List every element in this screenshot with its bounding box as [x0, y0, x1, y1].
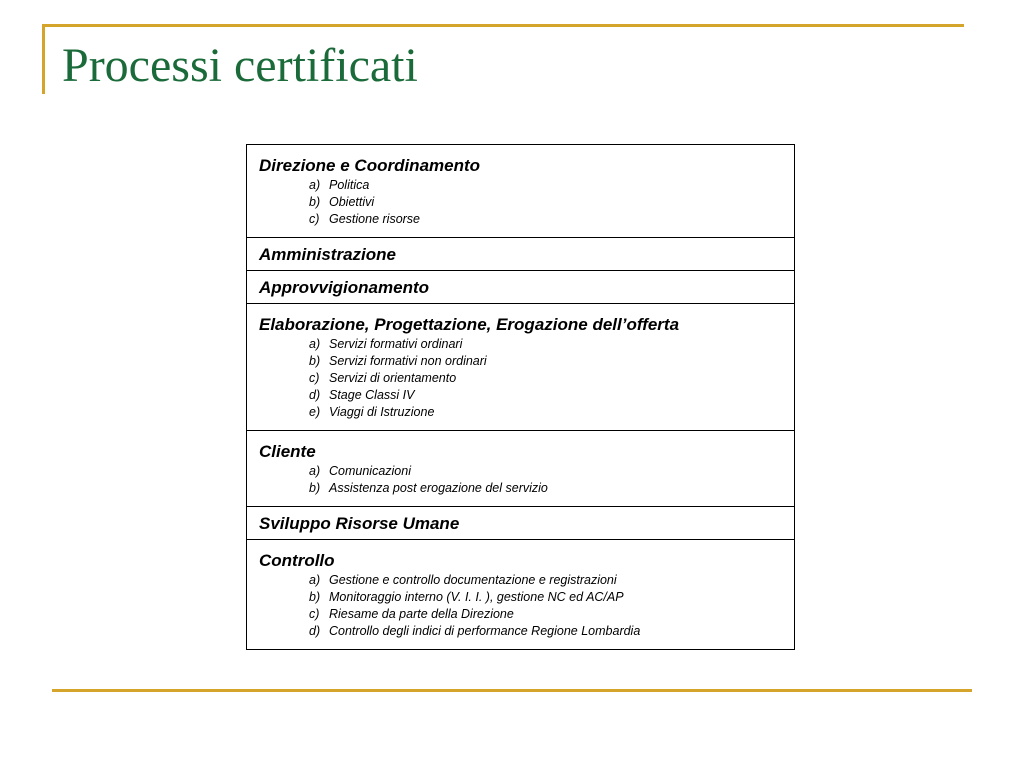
process-item-marker: d): [309, 624, 321, 638]
process-item-text: Monitoraggio interno (V. I. I. ), gestione NC ed AC/AP: [329, 590, 624, 604]
process-item-text: Stage Classi IV: [329, 388, 415, 402]
process-item-text: Gestione e controllo documentazione e registrazioni: [329, 573, 617, 587]
process-item-list: [259, 177, 782, 228]
process-item-marker: a): [309, 573, 321, 587]
process-item-marker: e): [309, 405, 321, 419]
process-section-title: Direzione e Coordinamento: [259, 156, 481, 175]
process-item: [309, 370, 782, 387]
process-item: [309, 387, 782, 404]
process-section: [247, 431, 794, 507]
process-item-list: [259, 572, 782, 640]
process-item-text: Viaggi di Istruzione: [329, 405, 435, 419]
process-section-title: Elaborazione, Progettazione, Erogazione dell’offerta: [259, 315, 680, 334]
process-item-marker: d): [309, 388, 321, 402]
process-item-marker: b): [309, 590, 321, 604]
process-section: [247, 304, 794, 431]
process-item: [309, 177, 782, 194]
process-item-text: Riesame da parte della Direzione: [329, 607, 514, 621]
top-accent-rule: [42, 24, 964, 27]
process-item: [309, 623, 782, 640]
process-item-marker: b): [309, 481, 321, 495]
process-section: [247, 507, 794, 540]
process-item-marker: a): [309, 337, 321, 351]
process-item-marker: b): [309, 195, 321, 209]
process-item-marker: c): [309, 371, 320, 385]
process-item-marker: a): [309, 464, 321, 478]
process-section-title: Controllo: [259, 551, 335, 570]
process-section: [247, 540, 794, 649]
process-section-title: Approvvigionamento: [259, 278, 430, 297]
process-item-list: [259, 463, 782, 497]
process-item-list: [259, 336, 782, 421]
process-item: [309, 480, 782, 497]
process-table: [246, 144, 795, 650]
process-item: [309, 589, 782, 606]
process-item-text: Controllo degli indici di performance Regione Lombardia: [329, 624, 641, 638]
process-item-marker: a): [309, 178, 321, 192]
process-item-marker: c): [309, 607, 320, 621]
process-item-text: Servizi formativi ordinari: [329, 337, 463, 351]
process-section: [247, 145, 794, 238]
bottom-accent-rule: [52, 689, 972, 692]
process-section-title: Amministrazione: [259, 245, 396, 264]
process-item-marker: b): [309, 354, 321, 368]
process-item: [309, 572, 782, 589]
process-section-title: Sviluppo Risorse Umane: [259, 514, 460, 533]
process-item-text: Politica: [329, 178, 370, 192]
process-item: [309, 463, 782, 480]
process-item-text: Assistenza post erogazione del servizio: [329, 481, 548, 495]
process-item-text: Comunicazioni: [329, 464, 411, 478]
process-item: [309, 606, 782, 623]
process-item: [309, 336, 782, 353]
process-section-title: Cliente: [259, 442, 316, 461]
process-item: [309, 353, 782, 370]
process-section: [247, 238, 794, 271]
slide-title: Processi certificati: [62, 39, 418, 92]
process-item-marker: c): [309, 212, 320, 226]
process-item-text: Servizi formativi non ordinari: [329, 354, 487, 368]
process-item-text: Gestione risorse: [329, 212, 421, 226]
process-item-text: Obiettivi: [329, 195, 375, 209]
left-accent-rule: [42, 24, 45, 94]
process-item-text: Servizi di orientamento: [329, 371, 457, 385]
process-item: [309, 404, 782, 421]
process-section: [247, 271, 794, 304]
process-item: [309, 211, 782, 228]
process-item: [309, 194, 782, 211]
